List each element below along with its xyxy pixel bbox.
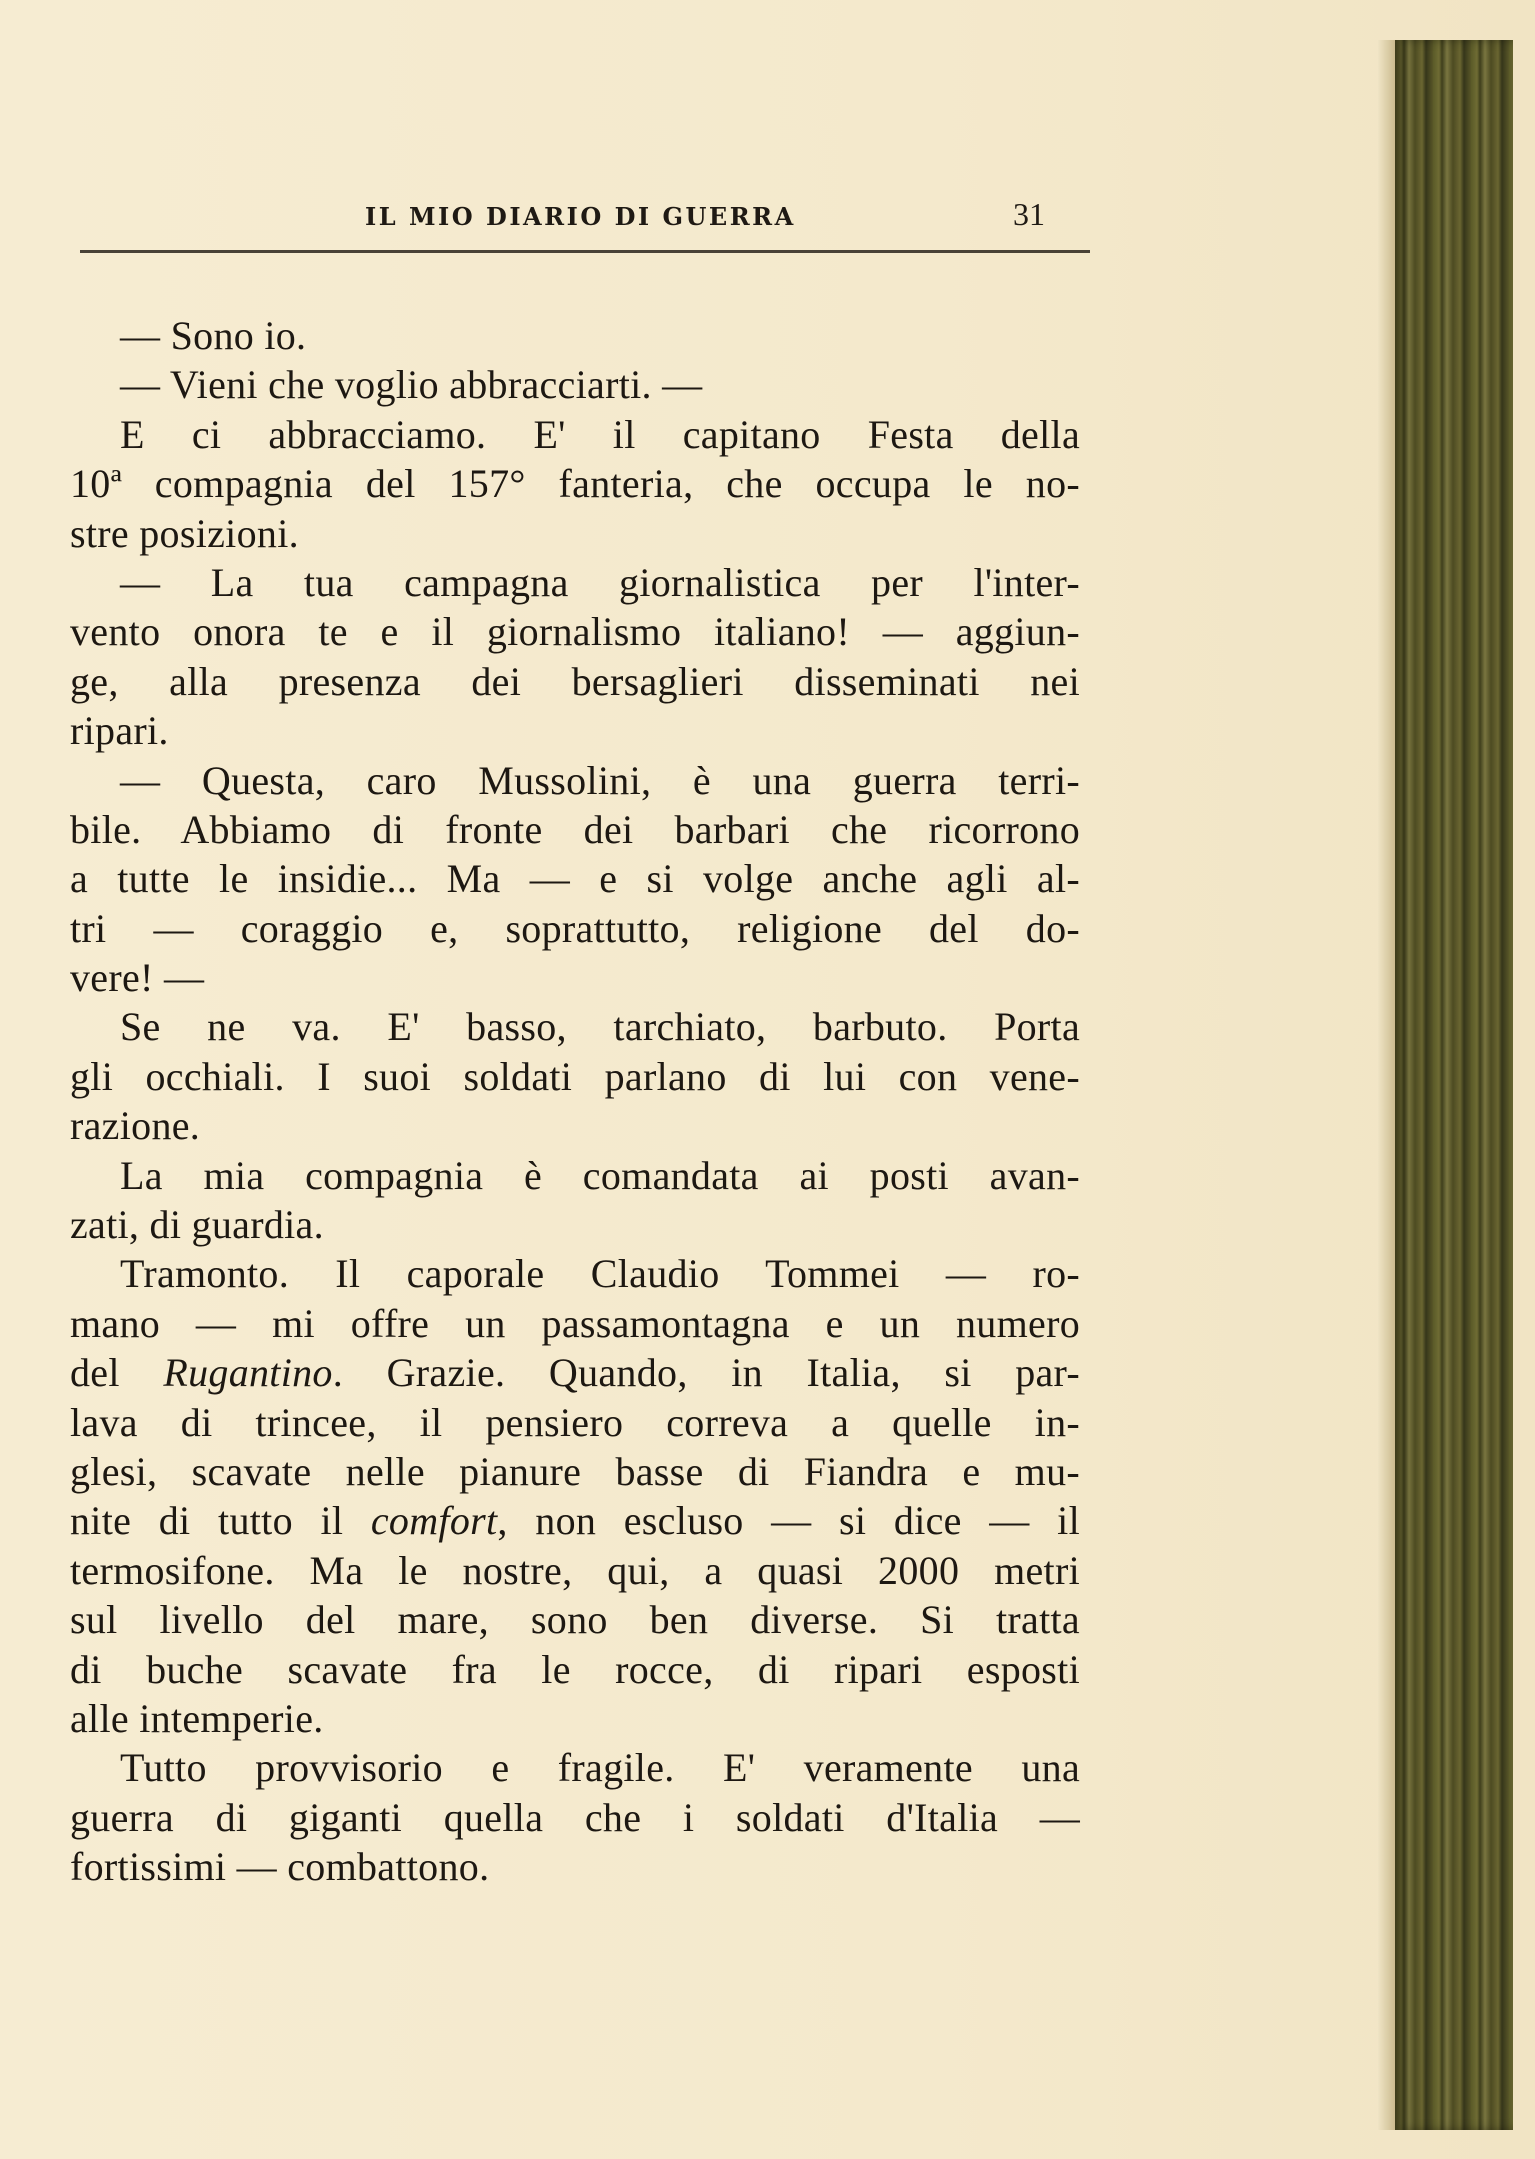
text-line: alle intemperie. (70, 1695, 324, 1741)
text-line-comfort: nite di tutto il comfort, non escluso — si dice — il (70, 1498, 1080, 1544)
text-line: bile. Abbiamo di fronte dei barbari che ricorrono (70, 806, 1080, 852)
text-line: termosifone. Ma le nostre, qui, a quasi 2000 metri (70, 1547, 1080, 1593)
text-line: E ci abbracciamo. E' il capitano Festa della (120, 411, 1080, 457)
text-line: sul livello del mare, sono ben diverse. Si tratta (70, 1597, 1080, 1643)
text-line: glesi, scavate nelle pianure basse di Fiandra e mu- (70, 1448, 1080, 1494)
page-header (365, 196, 1045, 240)
text-line: guerra di giganti quella che i soldati d'Italia — (70, 1794, 1080, 1840)
text-line: fortissimi — combattono. (70, 1844, 490, 1890)
text-line: gli occhiali. I suoi soldati parlano di lui con vene- (70, 1053, 1080, 1099)
text-line-rugantino: del Rugantino. Grazie. Quando, in Italia, si par- (70, 1350, 1080, 1396)
text-line: 10ª compagnia del 157° fanteria, che occupa le no- (70, 461, 1080, 507)
text-line: ge, alla presenza dei bersaglieri disseminati nei (70, 658, 1080, 704)
text-line: di buche scavate fra le rocce, di ripari esposti (70, 1646, 1080, 1692)
text-line: La mia compagnia è comandata ai posti avan- (120, 1152, 1080, 1198)
text-line: Se ne va. E' basso, tarchiato, barbuto. Porta (120, 1004, 1080, 1050)
header-rule (80, 250, 1090, 253)
text-line: mano — mi offre un passamontagna e un numero (70, 1300, 1080, 1346)
text-line: razione. (70, 1103, 201, 1149)
page-number: 31 (1013, 196, 1045, 232)
text-line: lava di trincee, il pensiero correva a quelle in- (70, 1399, 1080, 1445)
text-line: — Sono io. (120, 313, 307, 358)
text-line: Tramonto. Il caporale Claudio Tommei — ro- (120, 1251, 1080, 1297)
text-line: a tutte le insidie... Ma — e si volge anche agli al- (70, 856, 1080, 902)
text-line: — Questa, caro Mussolini, è una guerra terri- (120, 757, 1080, 803)
text-line: — La tua campagna giornalistica per l'inter- (120, 559, 1080, 605)
text-line: ripari. (70, 708, 169, 754)
page-edge (1378, 40, 1396, 2130)
book-spine (1395, 40, 1513, 2130)
running-title: IL MIO DIARIO DI GUERRA (365, 202, 796, 231)
text-line: — Vieni che voglio abbracciarti. — (120, 362, 703, 408)
text-line: zati, di guardia. (70, 1202, 324, 1248)
text-line: vento onora te e il giornalismo italiano! — aggiun- (70, 609, 1080, 655)
text-line: vere! — (70, 955, 205, 1001)
body-text (70, 311, 1080, 1892)
text-line: Tutto provvisorio e fragile. E' veramente una (120, 1745, 1080, 1791)
text-line: stre posizioni. (70, 510, 299, 556)
text-line: tri — coraggio e, soprattutto, religione del do- (70, 905, 1080, 951)
